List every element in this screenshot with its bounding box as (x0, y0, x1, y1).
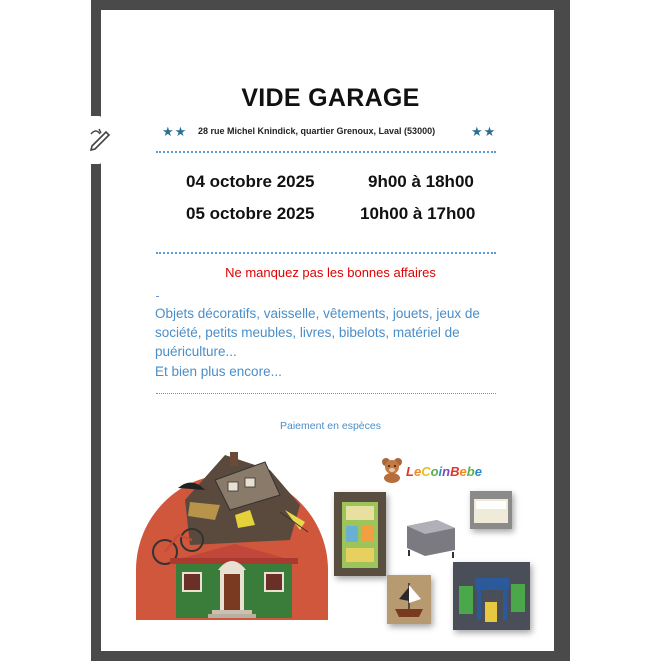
tiny-dash (156, 296, 159, 297)
schedule-date-2: 05 octobre 2025 (186, 204, 315, 223)
photo-changing-table (470, 491, 512, 529)
payment-note: Paiement en espèces (280, 420, 381, 432)
schedule-hours-2: 10h00 à 17h00 (360, 204, 476, 223)
star-icon: ★★ (471, 124, 497, 139)
and-more-text: Et bien plus encore... (155, 364, 282, 379)
dotted-divider (156, 393, 496, 394)
dotted-divider (156, 151, 496, 153)
brand-logo (378, 455, 518, 485)
photo-play-kitchen (334, 492, 386, 576)
flyer-title: VIDE GARAGE (241, 84, 420, 112)
schedule-hours-1: 9h00 à 18h00 (368, 172, 474, 191)
logo-text: LeCoinBebe (406, 464, 482, 479)
tagline: Ne manquez pas les bonnes affaires (225, 265, 436, 280)
teddy-bear-icon (380, 457, 404, 483)
photo-travel-cot (401, 512, 459, 562)
items-description: Objets décoratifs, vaisselle, vêtements, jouets, jeux de société, petits meubles, livres, bibelots, matériel de puériculture... (155, 306, 480, 359)
dotted-divider (156, 252, 496, 254)
schedule-date-1: 04 octobre 2025 (186, 172, 315, 191)
edit-pen-icon[interactable] (88, 124, 114, 152)
photo-toy-boat (387, 575, 431, 624)
address-text: 28 rue Michel Knindick, quartier Grenoux, Laval (53000) (198, 126, 436, 136)
star-icon: ★★ (162, 124, 188, 139)
address-row (160, 124, 501, 140)
photo-kids-table-chairs (453, 562, 530, 630)
house-illustration (130, 440, 335, 630)
